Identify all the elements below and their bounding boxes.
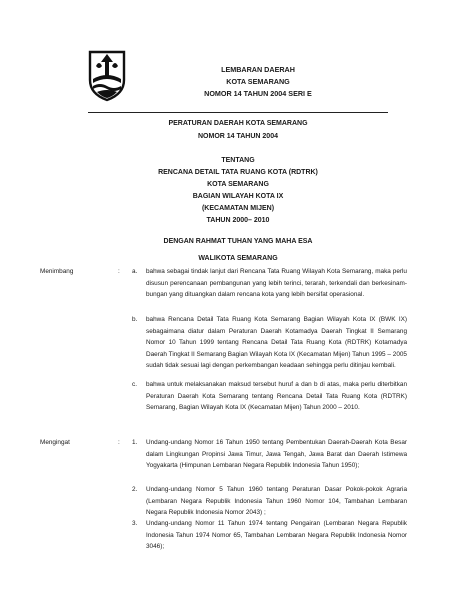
menimbang-item-a: bahwa sebagai tindak lanjut dari Rencana Tata Ruang Wilayah Kota Semarang, maka perlu disusun perencanaan pembangunan yang lebih terinci, terarah, terkendali dan berkesinam-bungan yang dituangkan dalam rencana kota yang lebih bersifat operasional. — [146, 268, 407, 298]
subject-line-4: (KECAMATAN MIJEN) — [201, 205, 275, 212]
mengingat-label: Mengingat — [40, 439, 70, 446]
gazette-line-1: LEMBARAN DAERAH — [221, 65, 295, 74]
mengingat-marker-2: 2. — [132, 486, 138, 493]
mengingat-item-1: Undang-undang Nomor 16 Tahun 1950 tentang Pembentukan Daerah-Daerah Kota Besar dalam Lingkungan Propinsi Jawa Timur, Jawa Tengah, Jawa Barat dan Daerah Istimewa Yogyakarta (Himpunan Lembaran Negara Republik Indonesia Tahun 1950); — [146, 439, 407, 469]
mengingat-colon: : — [118, 439, 120, 446]
semarang-city-emblem-icon — [88, 50, 126, 102]
mengingat-marker-3: 3. — [132, 520, 138, 527]
gazette-line-2: KOTA SEMARANG — [226, 77, 290, 86]
mengingat-marker-1: 1. — [132, 439, 138, 446]
menimbang-colon: : — [118, 268, 120, 275]
subject-heading: TENTANG — [221, 157, 255, 164]
subject-line-5: TAHUN 2000– 2010 — [206, 217, 270, 224]
menimbang-marker-b: b. — [132, 316, 138, 323]
subject-line-3: BAGIAN WILAYAH KOTA IX — [192, 193, 284, 200]
regulation-number: NOMOR 14 TAHUN 2004 — [197, 133, 278, 140]
subject-line-1: RENCANA DETAIL TATA RUANG KOTA (RDTRK) — [158, 169, 318, 176]
menimbang-item-c: bahwa untuk melaksanakan maksud tersebut huruf a dan b di atas, maka perlu diterbitkan Peraturan Daerah Kota Semarang tentang Rencana Detail Tata Ruang Kota (RDTRK) Semarang, Bagian Wilayah Kota IX (Kecamatan Mijen) Tahun 2000 – 2010. — [146, 381, 407, 411]
gazette-header — [198, 64, 318, 100]
menimbang-marker-a: a. — [132, 268, 138, 275]
menimbang-label: Menimbang — [40, 268, 74, 275]
regulation-title: PERATURAN DAERAH KOTA SEMARANG — [168, 120, 308, 127]
header-divider — [88, 112, 388, 113]
blessing-line: DENGAN RAHMAT TUHAN YANG MAHA ESA — [163, 238, 313, 245]
menimbang-marker-c: c. — [132, 381, 137, 388]
mengingat-item-2: Undang-undang Nomor 5 Tahun 1960 tentang Peraturan Dasar Pokok-pokok Agraria (Lembaran Negara Republik Indonesia Tahun 1960 Nomor 104, Tambahan Lembaran Negara Republik Indonesia Nomor 2043) ; — [146, 486, 407, 516]
subject-line-2: KOTA SEMARANG — [207, 181, 269, 188]
menimbang-item-b: bahwa Rencana Detail Tata Ruang Kota Semarang Bagian Wilayah Kota IX (BWK IX) sebagaimana diatur dalam Peraturan Daerah Kotamadya Daerah Tingkat II Semarang Nomor 10 Tahun 1999 tentang Rencana Detail Tata Ruang Kota (RDTRK) Kotamadya Daerah Tingkat II Semarang Bagian Wilayah Kota IX (Kecamatan Mijen) Tahun 1995 – 2005 sudah tidak sesuai lagi dengan perkembangan keadaan sehingga perlu ditinjau kembali. — [146, 316, 407, 369]
authority-line: WALIKOTA SEMARANG — [198, 255, 278, 262]
gazette-line-3: NOMOR 14 TAHUN 2004 SERI E — [204, 89, 312, 98]
mengingat-item-3: Undang-undang Nomor 11 Tahun 1974 tentang Pengairan (Lembaran Negara Republik Indonesia Tahun 1974 Nomor 65, Tambahan Lembaran Negara Republik Indonesia Nomor 3046); — [146, 520, 407, 550]
